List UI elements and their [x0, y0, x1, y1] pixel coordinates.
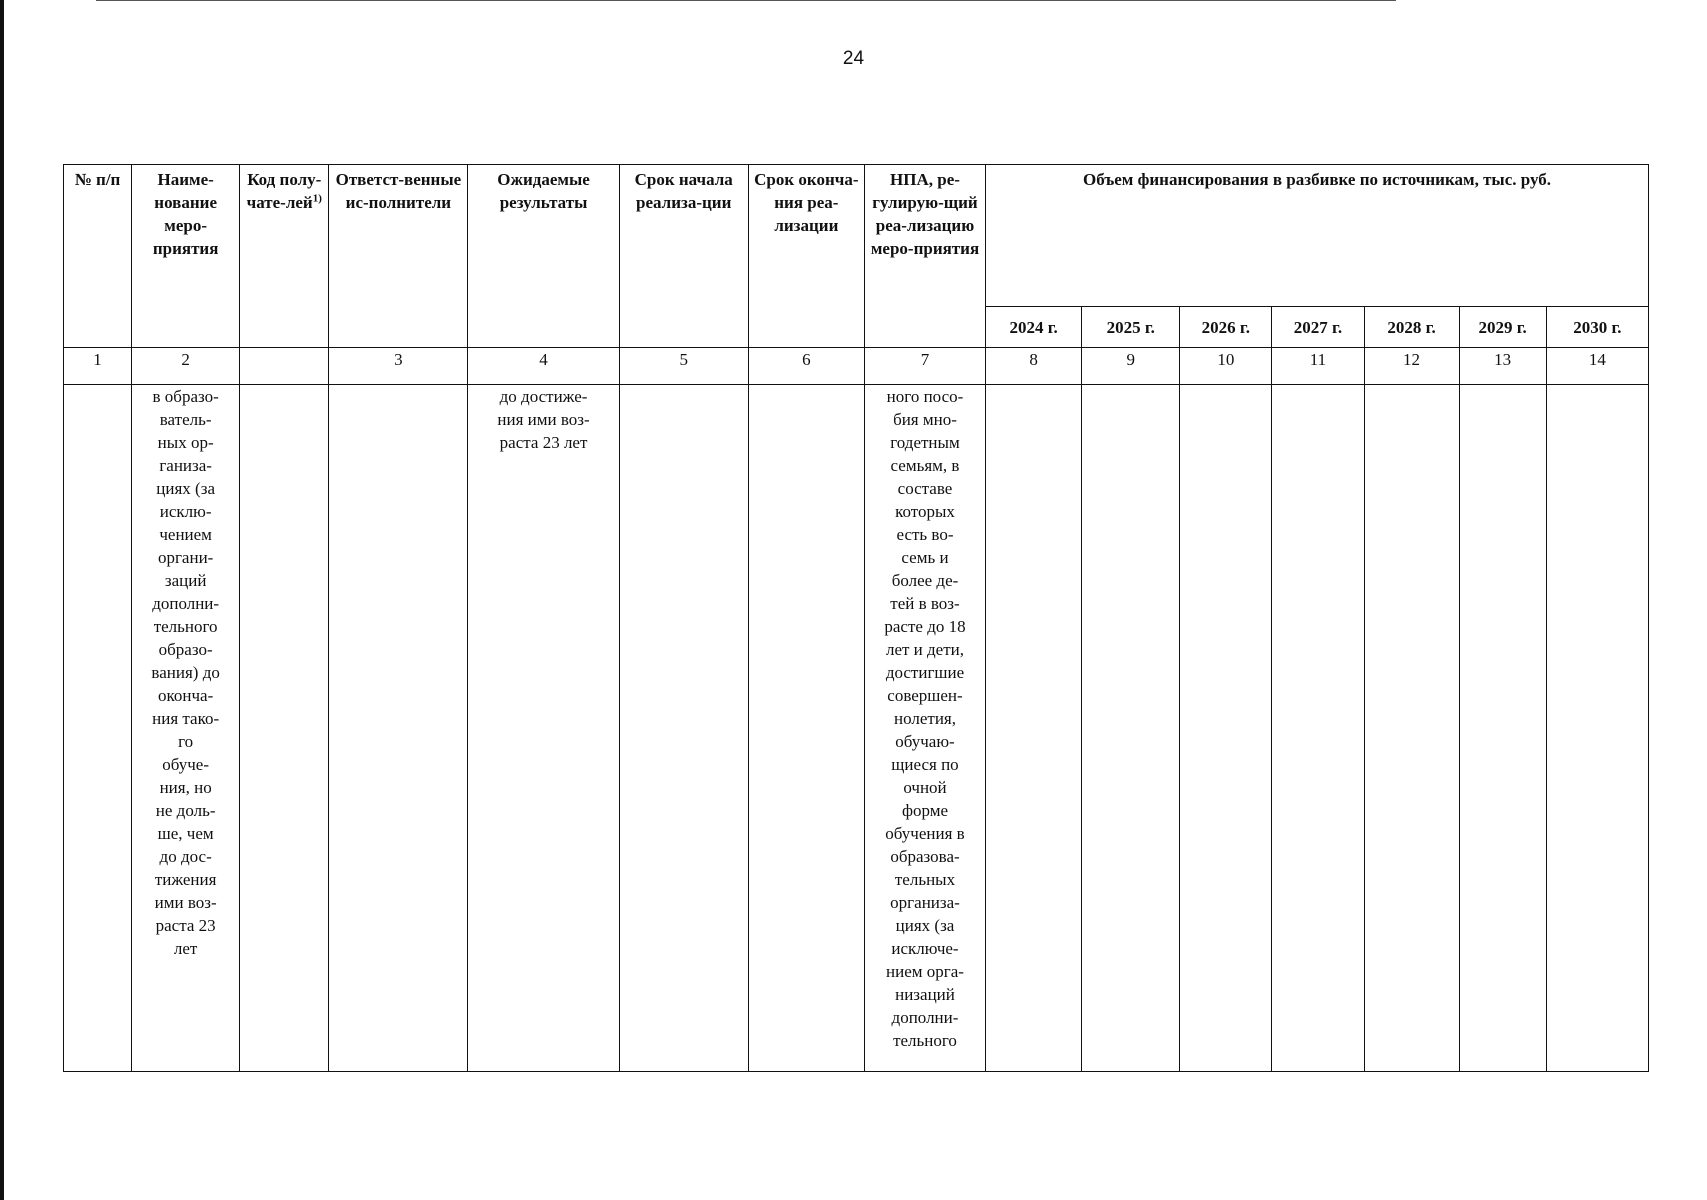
header-year: 2028 г.: [1364, 307, 1459, 348]
column-number: 7: [864, 348, 985, 385]
column-number-row: [64, 348, 1649, 385]
header-start-date: Срок начала реализа-ции: [619, 165, 748, 348]
column-number: 5: [619, 348, 748, 385]
cell-year-2029: [1459, 385, 1546, 1072]
column-number: 1: [64, 348, 132, 385]
header-year: 2025 г.: [1082, 307, 1180, 348]
cell-expected-results: до достиже- ния ими воз- раста 23 лет: [468, 385, 619, 1072]
column-number: 2: [132, 348, 240, 385]
header-end-date: Срок оконча-ния реа-лизации: [748, 165, 864, 348]
column-number: 12: [1364, 348, 1459, 385]
column-number: 4: [468, 348, 619, 385]
header-year: 2029 г.: [1459, 307, 1546, 348]
cell-year-2028: [1364, 385, 1459, 1072]
column-number: 9: [1082, 348, 1180, 385]
cell-end-date: [748, 385, 864, 1072]
column-number: 11: [1272, 348, 1364, 385]
column-number: 6: [748, 348, 864, 385]
cell-recipient-code: [240, 385, 329, 1072]
cell-year-2030: [1546, 385, 1648, 1072]
header-year: 2027 г.: [1272, 307, 1364, 348]
cell-number: [64, 385, 132, 1072]
header-funding: Объем финансирования в разбивке по источникам, тыс. руб.: [986, 165, 1649, 307]
cell-start-date: [619, 385, 748, 1072]
cell-year-2025: [1082, 385, 1180, 1072]
header-responsible: Ответст-венные ис-полнители: [329, 165, 468, 348]
cell-year-2026: [1180, 385, 1272, 1072]
header-activity-name: Наиме-нование меро-приятия: [132, 165, 240, 348]
cell-activity-name: в образо- ватель- ных ор- ганиза- циях (за исклю- чением органи- заций дополни- тельного образо- вания) до оконча- ния тако- го обуче- ния, но не доль- ше, чем до дос- тижения ими воз- раста 23 лет: [132, 385, 240, 1072]
header-expected-results: Ожидаемые результаты: [468, 165, 619, 348]
header-year: 2024 г.: [986, 307, 1082, 348]
header-year: 2030 г.: [1546, 307, 1648, 348]
header-row: [64, 165, 1649, 307]
column-number: 13: [1459, 348, 1546, 385]
column-number: 10: [1180, 348, 1272, 385]
header-regulation: НПА, ре-гулирую-щий реа-лизацию меро-приятия: [864, 165, 985, 348]
top-rule: [96, 0, 1396, 1]
scan-left-edge: [0, 0, 4, 1200]
header-number: № п/п: [64, 165, 132, 348]
column-number: 14: [1546, 348, 1648, 385]
column-number: 3: [329, 348, 468, 385]
page-number: 24: [842, 48, 865, 69]
table-row: [64, 385, 1649, 1072]
cell-year-2024: [986, 385, 1082, 1072]
header-recipient-code: Код полу-чате-лей$^{1)}$: [240, 165, 329, 348]
cell-regulation: ного посо- бия мно- годетным семьям, в составе которых есть во- семь и более де- тей в воз- расте до 18 лет и дети, достигшие совершен- нолетия, обучаю- щиеся по очной форме обучения в образова- тельных организа- циях (за исключе- нием орга- низаций дополни- тельного: [864, 385, 985, 1072]
activities-table: [63, 164, 1649, 1072]
cell-year-2027: [1272, 385, 1364, 1072]
column-number: [240, 348, 329, 385]
cell-responsible: [329, 385, 468, 1072]
column-number: 8: [986, 348, 1082, 385]
header-year: 2026 г.: [1180, 307, 1272, 348]
